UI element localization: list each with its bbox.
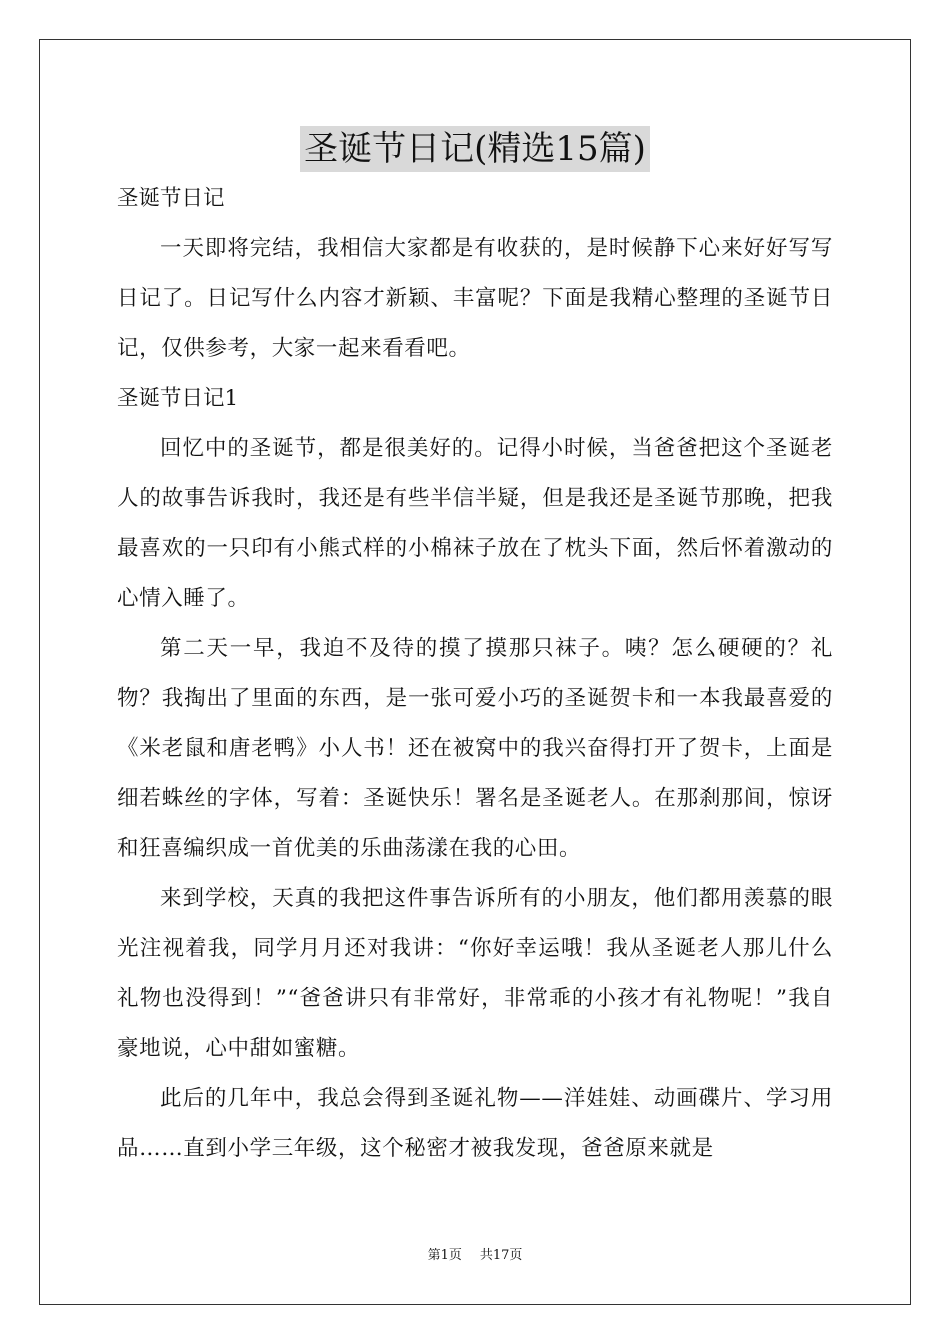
paragraph-1: 回忆中的圣诞节，都是很美好的。记得小时候，当爸爸把这个圣诞老人的故事告诉我时，我还是有些半信半疑，但是我还是圣诞节那晚，把我最喜欢的一只印有小熊式样的小棉袜子放在了枕头下面，然后怀着激动的心情入睡了。 (117, 436, 833, 611)
document-body (117, 174, 833, 1174)
title-wrap (0, 126, 950, 172)
document-title: 圣诞节日记(精选15篇) (300, 126, 650, 172)
page-footer (0, 1247, 950, 1265)
total-pages: 共17页 (479, 1248, 523, 1263)
paragraph-2: 第二天一早，我迫不及待的摸了摸那只袜子。咦？怎么硬硬的？礼物？我掏出了里面的东西，是一张可爱小巧的圣诞贺卡和一本我最喜爱的《米老鼠和唐老鸭》小人书！还在被窝中的我兴奋得打开了贺卡，上面是细若蛛丝的字体，写着：圣诞快乐！署名是圣诞老人。在那刹那间，惊讶和狂喜编织成一首优美的乐曲荡漾在我的心田。 (117, 636, 833, 861)
paragraph-3: 来到学校，天真的我把这件事告诉所有的小朋友，他们都用羡慕的眼光注视着我，同学月月还对我讲：“你好幸运哦！我从圣诞老人那儿什么礼物也没得到！”“爸爸讲只有非常好，非常乖的小孩才有礼物呢！”我自豪地说，心中甜如蜜糖。 (117, 886, 833, 1061)
page-number: 第1页 (427, 1248, 462, 1263)
intro-paragraph: 一天即将完结，我相信大家都是有收获的，是时候静下心来好好写写日记了。日记写什么内容才新颖、丰富呢？下面是我精心整理的圣诞节日记，仅供参考，大家一起来看看吧。 (117, 236, 833, 361)
section-heading: 圣诞节日记1 (117, 386, 239, 411)
intro-heading: 圣诞节日记 (117, 186, 225, 211)
paragraph-4: 此后的几年中，我总会得到圣诞礼物——洋娃娃、动画碟片、学习用品……直到小学三年级，这个秘密才被我发现，爸爸原来就是 (117, 1086, 833, 1161)
